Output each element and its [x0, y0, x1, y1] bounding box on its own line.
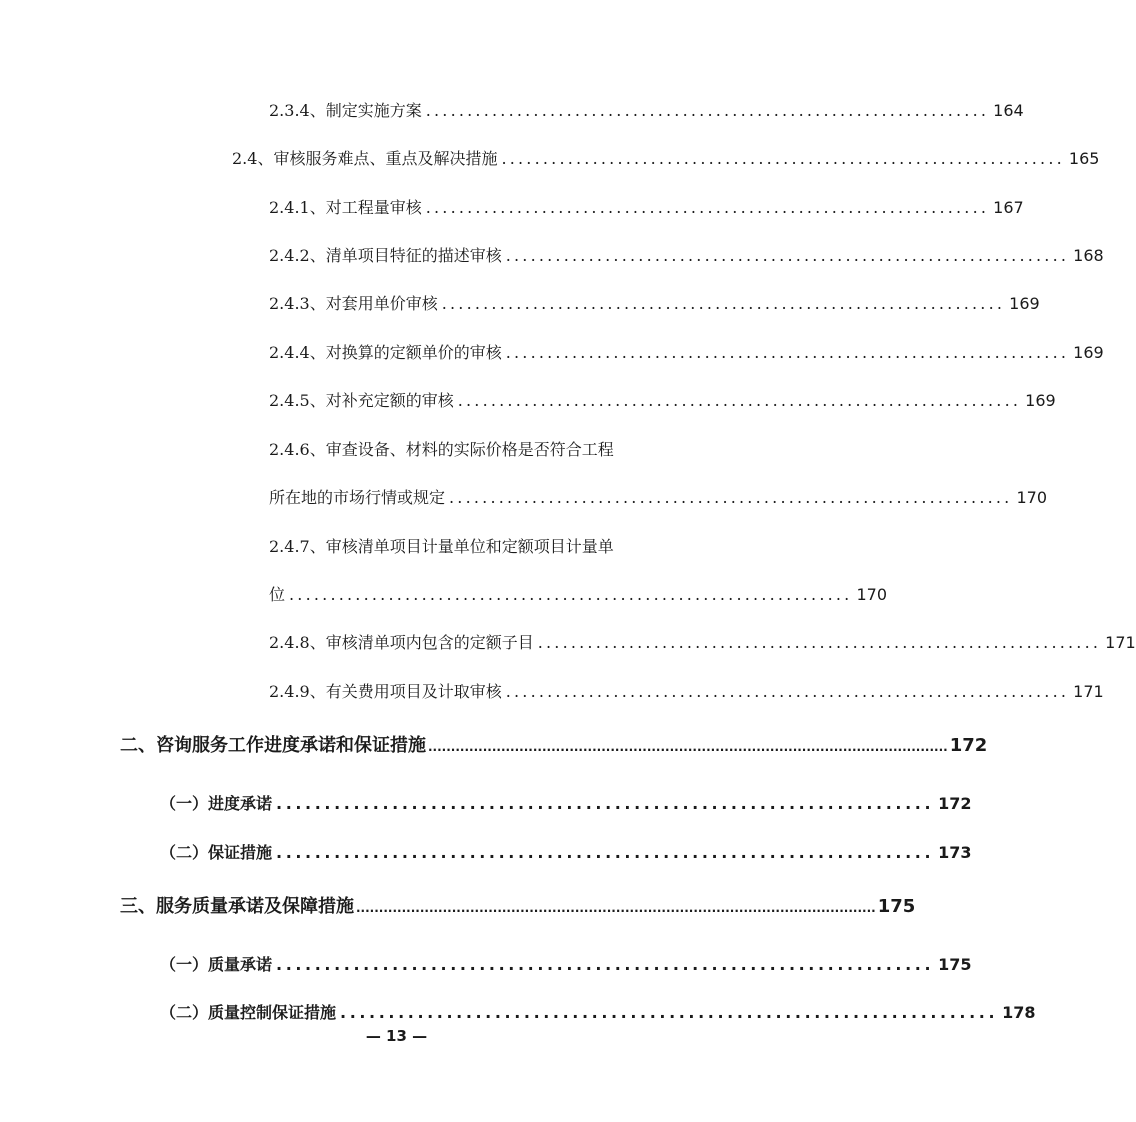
leader-dots: .................................................................... — [441, 294, 1006, 313]
toc-entry-title: 2.4.4、对换算的定额单价的审核 — [269, 343, 502, 362]
toc-entry[interactable] — [269, 98, 1024, 121]
toc-entry-title: 二、咨询服务工作进度承诺和保证措施 — [120, 735, 426, 756]
toc-entry-title: （一）进度承诺 — [160, 794, 273, 813]
leader-dots: .................................................................... — [276, 955, 935, 974]
toc-chapter-entry[interactable] — [120, 892, 916, 918]
toc-entry-title-line1: 2.4.7、审核清单项目计量单位和定额项目计量单 — [269, 537, 614, 556]
toc-entry-title: 三、服务质量承诺及保障措施 — [120, 896, 354, 917]
leader-dots: .................................................................................................................. — [356, 901, 876, 915]
toc-entry-page: 171 — [1105, 633, 1136, 652]
leader-dots: .................................................................................................................. — [428, 740, 948, 754]
leader-dots: .................................................................... — [457, 391, 1022, 410]
leader-dots: .................................................................... — [449, 488, 1013, 507]
toc-entry-title: 2.4.2、清单项目特征的描述审核 — [269, 246, 502, 265]
toc-entry-page: 171 — [1073, 682, 1104, 701]
toc-entry-page: 173 — [938, 843, 972, 862]
leader-dots: .................................................................... — [425, 198, 990, 217]
toc-entry[interactable] — [232, 146, 1100, 169]
leader-dots: .................................................................... — [276, 794, 935, 813]
leader-dots: .................................................................... — [537, 633, 1102, 652]
toc-entry[interactable] — [269, 340, 1104, 363]
toc-entry-page: 169 — [1073, 343, 1104, 362]
toc-entry-page: 165 — [1068, 149, 1100, 168]
toc-entry-title: 2.4.1、对工程量审核 — [269, 198, 422, 217]
toc-section-entry[interactable] — [160, 840, 972, 863]
toc-entry[interactable] — [269, 679, 1104, 702]
toc-entry-title: 2.4.8、审核清单项内包含的定额子目 — [269, 633, 534, 652]
toc-entry-page: 178 — [1002, 1003, 1036, 1022]
leader-dots: .................................................................... — [505, 343, 1070, 362]
page-number-footer: — 13 — — [365, 1027, 428, 1045]
toc-entry-page: 167 — [993, 198, 1024, 217]
leader-dots: .................................................................... — [425, 101, 990, 120]
toc-chapter-entry[interactable] — [120, 731, 988, 757]
toc-entry-page: 175 — [877, 896, 916, 917]
toc-entry-title-line2: 所在地的市场行情或规定 — [269, 488, 446, 507]
toc-section-entry[interactable] — [160, 1000, 1036, 1023]
toc-section-entry[interactable] — [160, 952, 972, 975]
toc-entry[interactable] — [269, 630, 1136, 653]
toc-entry-title: 2.4.9、有关费用项目及计取审核 — [269, 682, 502, 701]
toc-entry-title: （一）质量承诺 — [160, 955, 273, 974]
toc-entry[interactable] — [269, 243, 1104, 266]
leader-dots: .................................................................... — [505, 682, 1070, 701]
toc-entry-page: 169 — [1009, 294, 1040, 313]
toc-entry-title: （二）质量控制保证措施 — [160, 1003, 337, 1022]
toc-entry-page: 172 — [949, 735, 988, 756]
toc-entry[interactable] — [269, 388, 1056, 411]
leader-dots: .................................................................... — [501, 149, 1065, 168]
toc-entry-title: 2.4.3、对套用单价审核 — [269, 294, 438, 313]
toc-entry-page: 175 — [938, 955, 972, 974]
toc-entry-page: 169 — [1025, 391, 1056, 410]
leader-dots: .................................................................... — [289, 585, 853, 604]
toc-entry[interactable] — [269, 291, 1040, 314]
toc-entry-title: （二）保证措施 — [160, 843, 273, 862]
leader-dots: .................................................................... — [340, 1003, 999, 1022]
toc-entry-page: 170 — [1016, 488, 1048, 507]
toc-entry-page: 170 — [856, 585, 888, 604]
toc-entry-title: 2.4、审核服务难点、重点及解决措施 — [232, 149, 498, 168]
toc-entry-page: 168 — [1073, 246, 1104, 265]
toc-entry-title-line2: 位 — [269, 585, 286, 604]
toc-entry-title: 2.4.5、对补充定额的审核 — [269, 391, 454, 410]
leader-dots: .................................................................... — [505, 246, 1070, 265]
toc-entry-page: 164 — [993, 101, 1024, 120]
toc-entry-page: 172 — [938, 794, 972, 813]
toc-entry-title-line1: 2.4.6、审查设备、材料的实际价格是否符合工程 — [269, 440, 614, 459]
toc-section-entry[interactable] — [160, 791, 972, 814]
leader-dots: .................................................................... — [276, 843, 935, 862]
toc-entry-title: 2.3.4、制定实施方案 — [269, 101, 422, 120]
toc-entry[interactable] — [269, 195, 1024, 218]
